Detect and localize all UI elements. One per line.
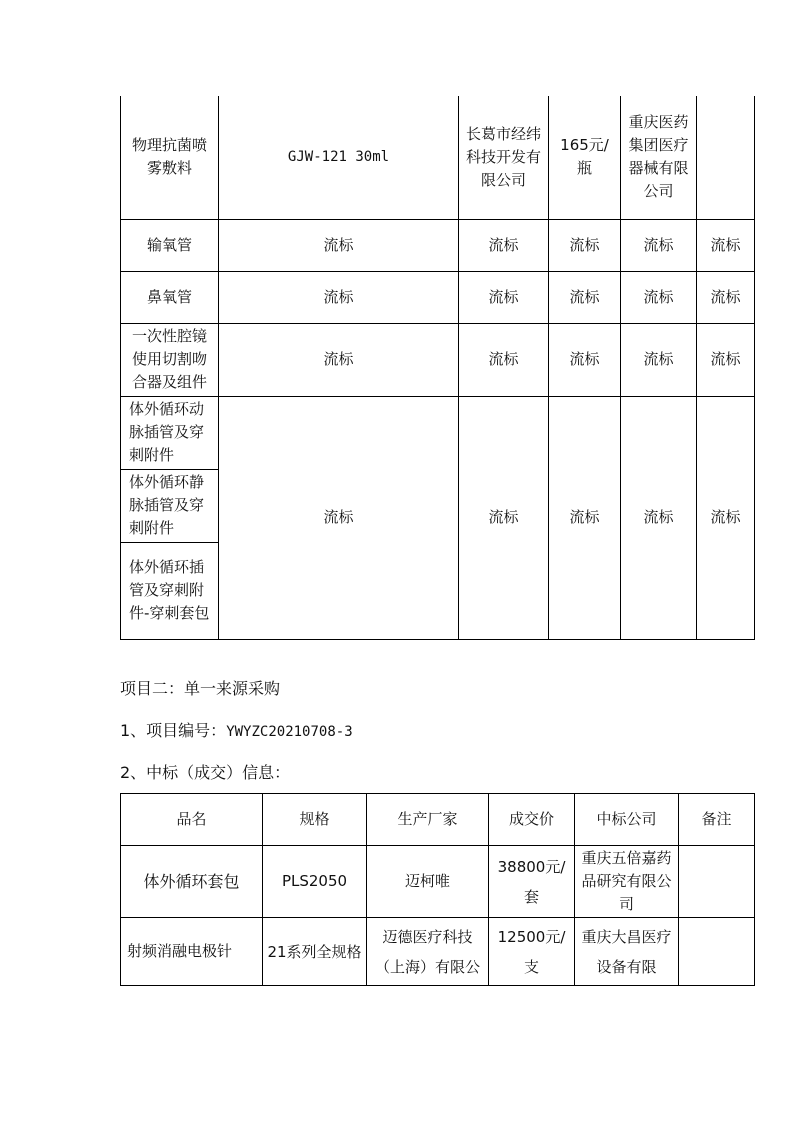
single-source-results-table — [120, 793, 755, 986]
item-name-cell: 体外循环静脉插管及穿刺附件 — [121, 469, 219, 542]
item-name-cell: 射频消融电极针 — [121, 918, 263, 986]
item-name-cell: 鼻氧管 — [121, 271, 219, 323]
price-cell: 流标 — [549, 323, 621, 396]
manufacturer-cell: 流标 — [459, 396, 549, 639]
winning-company-cell: 流标 — [621, 219, 697, 271]
note-cell — [697, 96, 755, 219]
header-price: 成交价 — [489, 794, 575, 846]
table-row — [121, 918, 755, 986]
procurement-results-table-continued — [120, 96, 755, 640]
spec-cell: 流标 — [219, 323, 459, 396]
note-cell — [679, 918, 755, 986]
manufacturer-cell: 流标 — [459, 323, 549, 396]
spec-cell: GJW-121 30ml — [219, 96, 459, 219]
price-cell: 165元/瓶 — [549, 96, 621, 219]
winning-company-cell: 重庆医药集团医疗器械有限公司 — [621, 96, 697, 219]
table-header-row — [121, 794, 755, 846]
winning-company-cell: 流标 — [621, 271, 697, 323]
item-name-cell: 体外循环插管及穿刺附件-穿刺套包 — [121, 542, 219, 639]
price-cell: 38800元/套 — [489, 846, 575, 918]
item-name-cell: 体外循环动脉插管及穿刺附件 — [121, 396, 219, 469]
winning-company-cell: 重庆五倍嘉药品研究有限公司 — [575, 846, 679, 918]
project-number-value: YWYZC20210708-3 — [226, 724, 353, 740]
note-cell: 流标 — [697, 271, 755, 323]
header-name: 品名 — [121, 794, 263, 846]
spec-cell: 流标 — [219, 396, 459, 639]
section-title: 项目二：单一来源采购 — [120, 679, 281, 698]
table-row — [121, 396, 755, 469]
note-cell: 流标 — [697, 323, 755, 396]
header-note: 备注 — [679, 794, 755, 846]
header-spec: 规格 — [263, 794, 367, 846]
project-number — [120, 720, 353, 743]
note-cell: 流标 — [697, 396, 755, 639]
item-name-cell: 输氧管 — [121, 219, 219, 271]
table-row — [121, 96, 755, 219]
table-row — [121, 323, 755, 396]
manufacturer-cell: 长葛市经纬科技开发有限公司 — [459, 96, 549, 219]
manufacturer-cell: 流标 — [459, 219, 549, 271]
spec-cell: 流标 — [219, 219, 459, 271]
winning-company-cell: 流标 — [621, 396, 697, 639]
project-number-label: 1、项目编号： — [120, 721, 227, 740]
note-cell — [679, 846, 755, 918]
header-company: 中标公司 — [575, 794, 679, 846]
note-cell: 流标 — [697, 219, 755, 271]
header-manufacturer: 生产厂家 — [367, 794, 489, 846]
spec-cell: PLS2050 — [263, 846, 367, 918]
manufacturer-cell: 流标 — [459, 271, 549, 323]
item-name-cell: 物理抗菌喷雾敷料 — [121, 96, 219, 219]
winning-company-cell: 流标 — [621, 323, 697, 396]
price-cell: 12500元/支 — [489, 918, 575, 986]
price-cell: 流标 — [549, 396, 621, 639]
spec-cell: 21系列全规格 — [263, 918, 367, 986]
manufacturer-cell: 迈柯唯 — [367, 846, 489, 918]
table-row — [121, 219, 755, 271]
price-cell: 流标 — [549, 271, 621, 323]
item-name-cell: 一次性腔镜使用切割吻合器及组件 — [121, 323, 219, 396]
manufacturer-cell: 迈德医疗科技（上海）有限公 — [367, 918, 489, 986]
table-row — [121, 846, 755, 918]
spec-cell: 流标 — [219, 271, 459, 323]
table-row — [121, 271, 755, 323]
winning-info-label: 2、中标（成交）信息： — [120, 763, 291, 782]
item-name-cell: 体外循环套包 — [121, 846, 263, 918]
winning-company-cell: 重庆大昌医疗设备有限 — [575, 918, 679, 986]
price-cell: 流标 — [549, 219, 621, 271]
